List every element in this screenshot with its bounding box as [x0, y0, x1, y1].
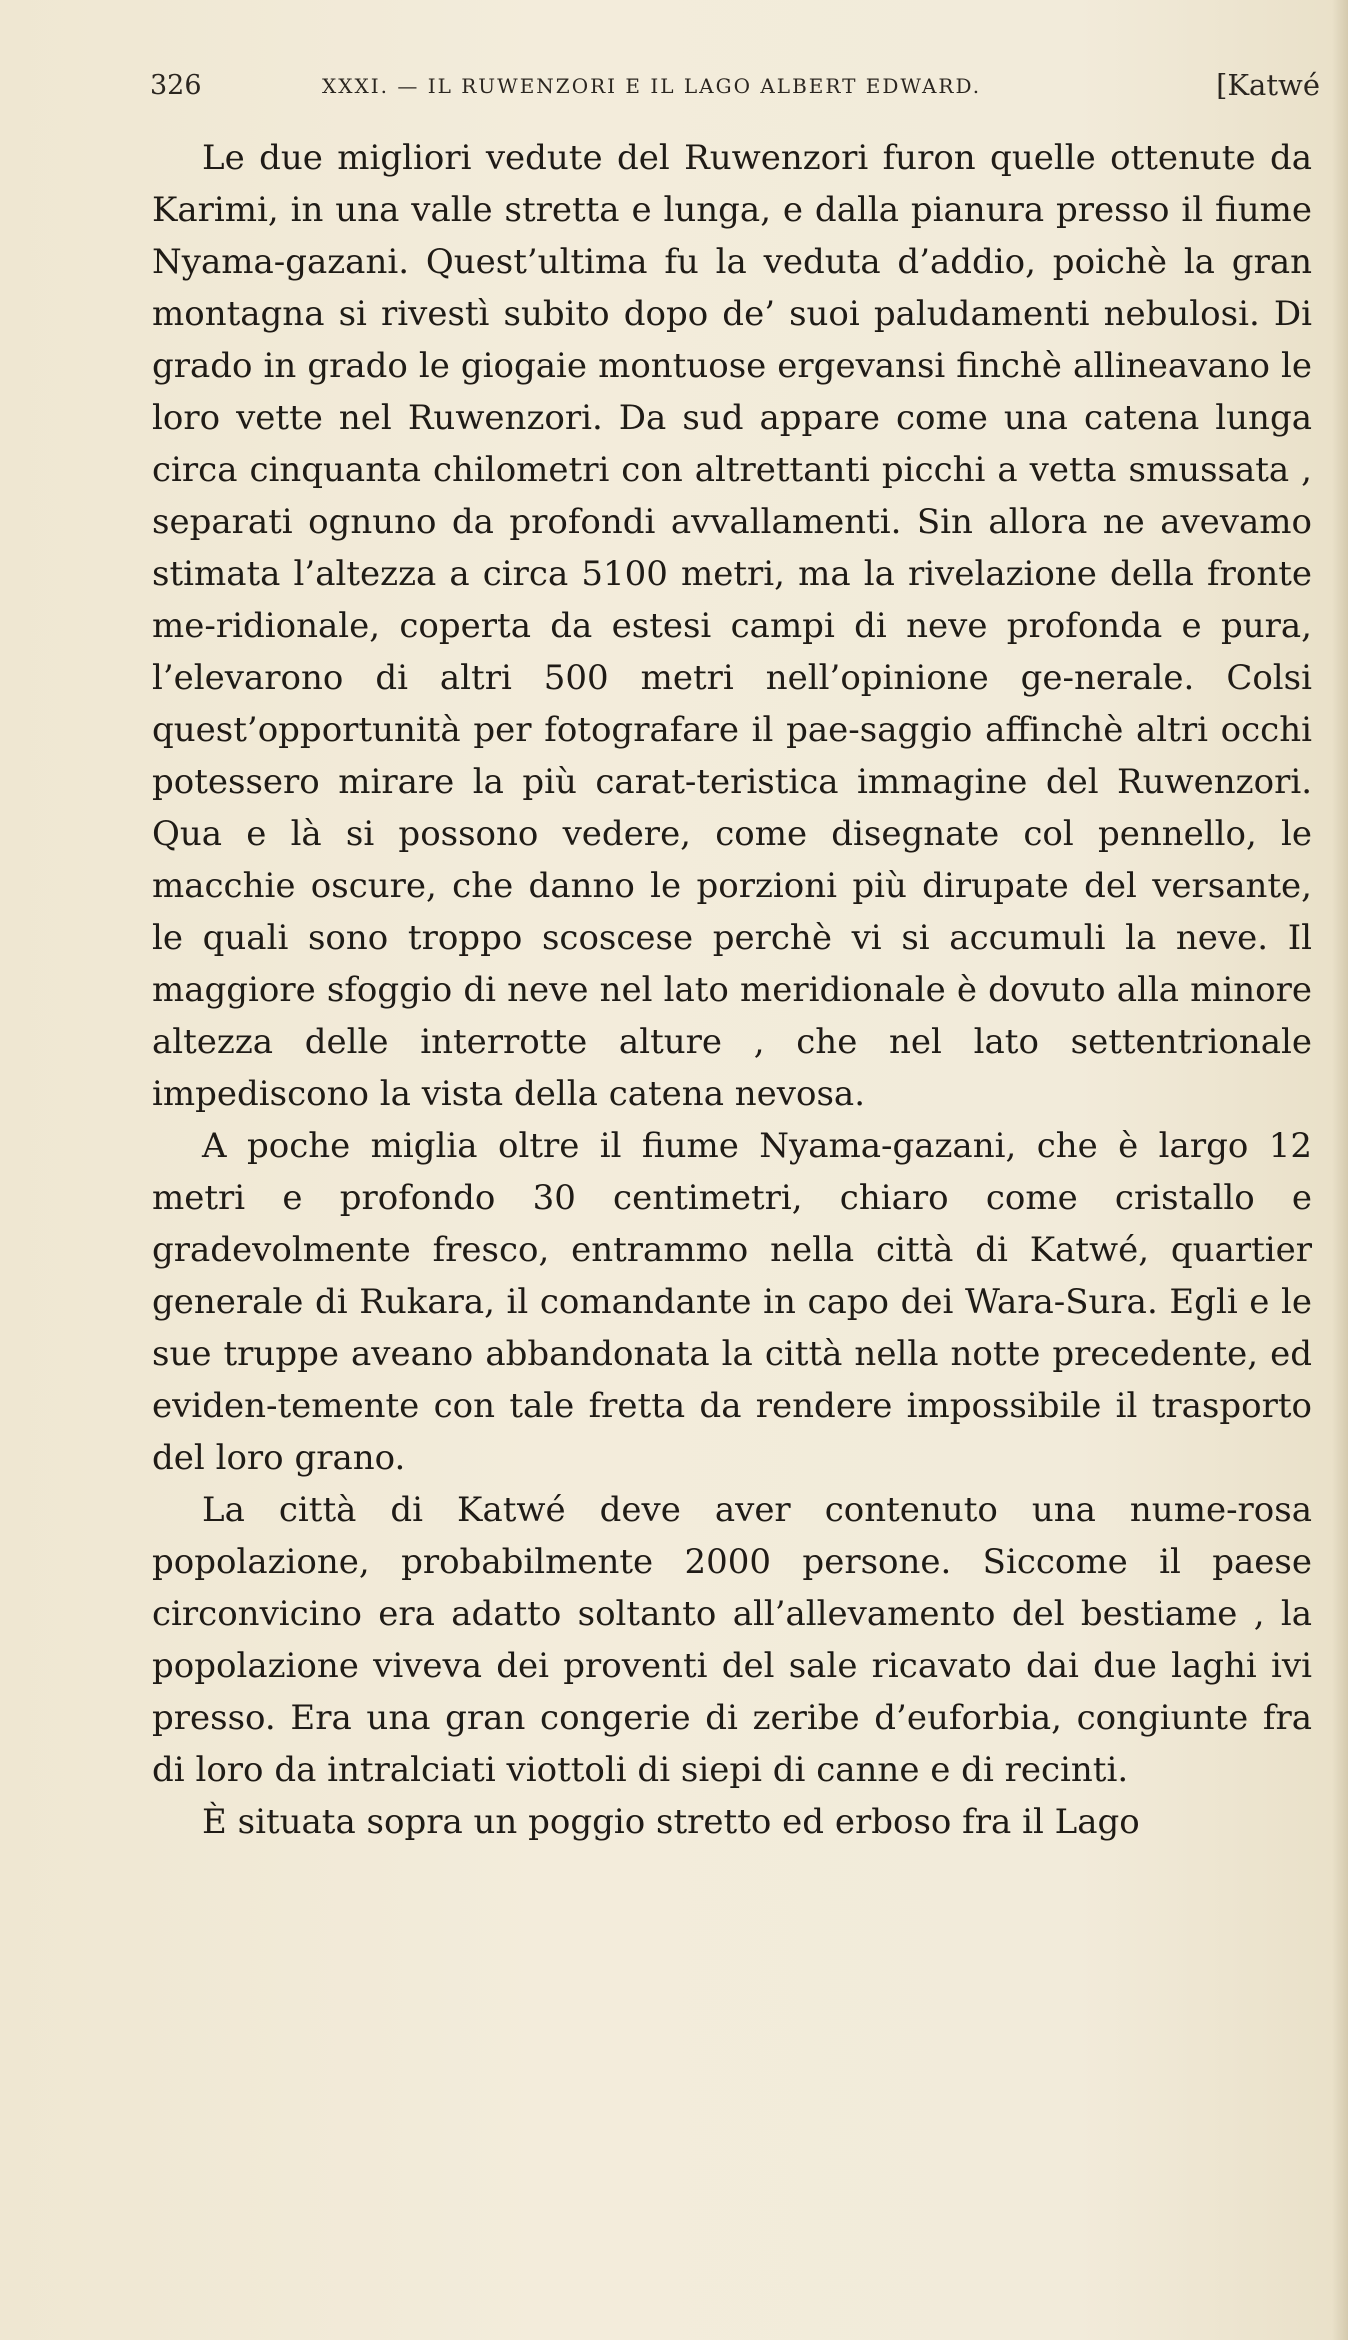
- page-header: [150, 70, 1320, 110]
- page-number: 326: [150, 70, 202, 101]
- paragraph: La città di Katwé deve aver contenuto una nume-rosa popolazione, probabilmente 2000 persone. Siccome il paese circonvicino era adatto soltanto all’allevamento del bestiame , la popolazione viveva dei proventi del sale ricavato dai due laghi ivi presso. Era una gran congerie di zeribe d’euforbia, congiunte fra di loro da intralciati viottoli di siepi di canne e di recinti.: [152, 1490, 1312, 1790]
- body-text: [152, 132, 1312, 1848]
- paragraph: Le due migliori vedute del Ruwenzori furon quelle ottenute da Karimi, in una valle stretta e lunga, e dalla pianura presso il fiume Nyama-gazani. Quest’ultima fu la veduta d’addio, poichè la gran montagna si rivestì subito dopo de’ suoi paludamenti nebulosi. Di grado in grado le giogaie montuose ergevansi finchè allineavano le loro vette nel Ruwenzori. Da sud appare come una catena lunga circa cinquanta chilometri con altrettanti picchi a vetta smussata , separati ognuno da profondi avvallamenti. Sin allora ne avevamo stimata l’altezza a circa 5100 metri, ma la rivelazione della fronte me-ridionale, coperta da estesi campi di neve profonda e pura, l’elevarono di altri 500 metri nell’opinione ge-nerale. Colsi quest’opportunità per fotografare il pae-saggio affinchè altri occhi potessero mirare la più carat-teristica immagine del Ruwenzori. Qua e là si possono vedere, come disegnate col pennello, le macchie oscure, che danno le porzioni più dirupate del versante, le quali sono troppo scoscese perchè vi si accumuli la neve. Il maggiore sfoggio di neve nel lato meridionale è dovuto alla minore altezza delle interrotte alture , che nel lato settentrionale impediscono la vista della catena nevosa.: [152, 138, 1312, 1114]
- running-title: XXXI. — IL RUWENZORI E IL LAGO ALBERT EDWARD.: [322, 74, 982, 98]
- section-tag: [Katwé: [1216, 68, 1320, 102]
- paragraph: A poche miglia oltre il fiume Nyama-gazani, che è largo 12 metri e profondo 30 centimetri, chiaro come cristallo e gradevolmente fresco, entrammo nella città di Katwé, quartier generale di Rukara, il comandante in capo dei Wara-Sura. Egli e le sue truppe aveano abbandonata la città nella notte precedente, ed eviden-temente con tale fretta da rendere impossibile il trasporto del loro grano.: [152, 1126, 1312, 1478]
- page-edge-shadow: [1332, 0, 1348, 2340]
- paragraph: È situata sopra un poggio stretto ed erboso fra il Lago: [202, 1802, 1140, 1842]
